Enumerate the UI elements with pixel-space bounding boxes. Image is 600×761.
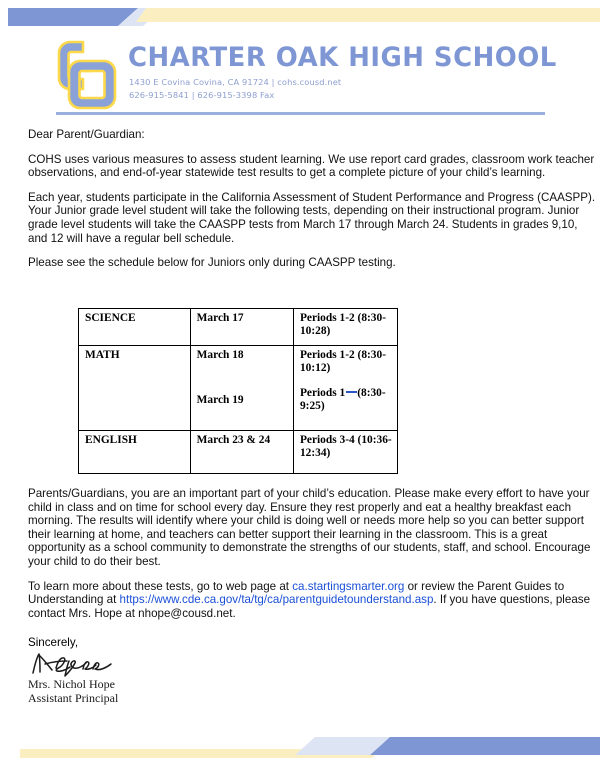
- school-logo-icon: [56, 38, 120, 112]
- cell-periods: Periods 3-4 (10:36-12:34): [293, 431, 397, 474]
- cell-subject: SCIENCE: [79, 309, 191, 346]
- banner-blue-shape: [370, 737, 600, 755]
- paragraph-resources: [28, 580, 600, 621]
- blue-underline-mark: [346, 391, 357, 393]
- cell-date-first: March 18: [196, 349, 244, 361]
- cell-date: [190, 346, 293, 431]
- school-name-title: CHARTER OAK HIGH SCHOOL: [128, 42, 557, 73]
- paragraph-parent-encouragement: Parents/Guardians, you are an important part of your child’s education. Please make every effort to have your child in class and on time for school every day. Ensure they rest properly and eat a healthy breakfast each morning. The results will identify where your child is doing well or needs more help so you can better support their learning at home, and teachers can better support their learning in the classroom. This is a great opportunity as a school community to demonstrate the strengths of our students, staff, and school. Encourage your child to do their best.: [28, 487, 591, 568]
- paragraph-caaspp-overview: Each year, students participate in the California Assessment of Student Performance and Progress (CAASPP). Your Junior grade level student will take the following tests, depending on their instructional program. Junior grade level students will take the CAASPP tests from March 17 through March 24. Students in grades 9,10, and 12 will have a regular bell schedule.: [28, 190, 596, 245]
- cell-periods-second-suffix: (8:30-9:25): [299, 387, 386, 412]
- cell-periods-first: Periods 1-2 (8:30-10:12): [299, 349, 386, 374]
- resources-text-part-2: or review the Parent Guides to Understanding at: [28, 579, 565, 607]
- signer-name: Mrs. Nichol Hope: [28, 676, 115, 691]
- cell-periods-second-prefix: Periods 1: [299, 387, 346, 400]
- letter-closing: [28, 636, 428, 705]
- banner-yellow-shape: [136, 8, 600, 22]
- school-address-line: 1430 E Covina Covina, CA 91724 | cohs.cousd.net: [129, 77, 342, 87]
- cell-periods-second: [300, 387, 392, 412]
- cell-periods: [293, 346, 397, 431]
- paragraph-schedule-intro: Please see the schedule below for Juniors only during CAASPP testing.: [28, 256, 396, 270]
- salutation: Dear Parent/Guardian:: [28, 128, 145, 141]
- cell-date-second: March 19: [196, 393, 244, 406]
- paragraph-assessment-measures: COHS uses various measures to assess student learning. We use report card grades, classroom work teacher observations, and end-of-year statewide test results to get a complete picture of your child’s learning.: [28, 152, 595, 180]
- resources-text-part-3: . If you have questions, please contact Mrs. Hope at nhope@cousd.net.: [28, 593, 591, 620]
- cell-subject: MATH: [79, 346, 191, 431]
- cell-date: March 23 & 24: [190, 431, 293, 474]
- header-divider-rule: [56, 112, 545, 115]
- resources-text-part-1: To learn more about these tests, go to web page at: [28, 579, 293, 593]
- link-starting-smarter[interactable]: ca.startingsmarter.org: [292, 579, 405, 593]
- letter-body: [28, 128, 600, 270]
- signer-title: Assistant Principal: [28, 690, 119, 705]
- signature-image: [30, 651, 116, 677]
- cell-periods: Periods 1-2 (8:30-10:28): [293, 309, 397, 346]
- top-decorative-banner: [0, 0, 600, 30]
- caaspp-testing-schedule-table: [78, 308, 398, 474]
- letter-body-lower: [28, 487, 600, 631]
- school-phone-line: 626-915-5841 | 626-915-3398 Fax: [129, 90, 275, 100]
- banner-blue-shape: [8, 8, 138, 26]
- table-row: [79, 309, 398, 346]
- table-row: [79, 431, 398, 474]
- cell-subject: ENGLISH: [79, 431, 191, 474]
- bottom-decorative-banner: [0, 719, 600, 761]
- closing-salutation: Sincerely,: [28, 636, 79, 649]
- table-row: [79, 346, 398, 431]
- link-cde-parent-guides[interactable]: https://www.cde.ca.gov/ta/tg/ca/parentguidetounderstand.asp: [119, 593, 434, 607]
- cell-date: March 17: [190, 309, 293, 346]
